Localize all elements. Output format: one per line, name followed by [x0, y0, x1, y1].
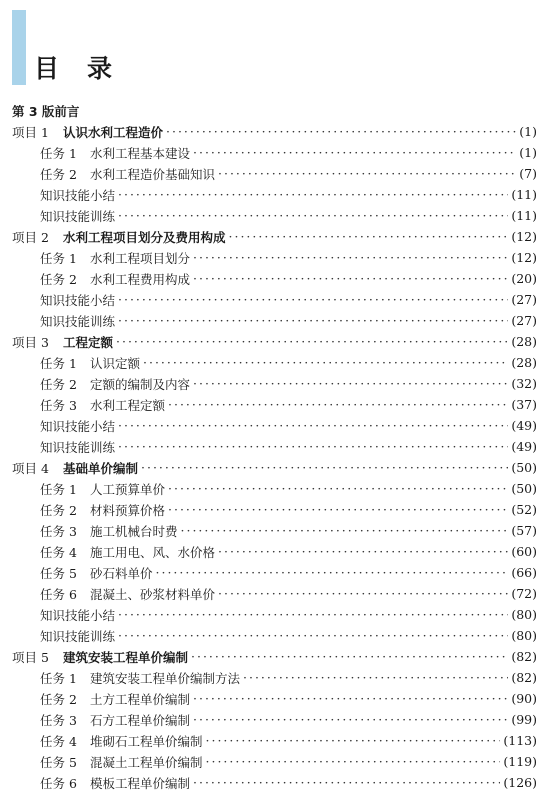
toc-entry-title: 认识水利工程造价	[63, 124, 164, 140]
toc-page-number: (37)	[511, 397, 537, 412]
toc-page-number: (60)	[511, 544, 537, 559]
toc-entry-title: 认识定额	[90, 355, 141, 371]
toc-entry-title: 知识技能小结	[40, 187, 116, 203]
toc-entry-number: 任务 2	[40, 502, 77, 518]
toc-project-entry[interactable]	[0, 121, 549, 142]
toc-page-number: (12)	[511, 229, 537, 244]
toc-entry-title: 模板工程单价编制	[90, 775, 191, 791]
toc-entry-title: 知识技能训练	[40, 439, 116, 455]
dot-leader	[141, 460, 508, 473]
toc-entry-title: 水利工程定额	[90, 397, 166, 413]
dot-leader	[193, 712, 508, 725]
toc-task-entry[interactable]	[0, 373, 549, 394]
toc-entry-title: 知识技能训练	[40, 208, 116, 224]
toc-entry-number: 任务 1	[40, 145, 77, 161]
toc-task-entry[interactable]	[0, 772, 549, 793]
toc-entry-number: 任务 6	[40, 586, 77, 602]
toc-entry-title: 工程定额	[63, 334, 114, 350]
dot-leader	[243, 670, 508, 683]
dot-leader	[118, 607, 508, 620]
toc-entry-number: 项目 5	[12, 649, 49, 665]
toc-entry-title: 水利工程造价基础知识	[90, 166, 216, 182]
toc-entry-number: 项目 3	[12, 334, 49, 350]
toc-task-entry[interactable]	[0, 751, 549, 772]
toc-task-entry[interactable]	[0, 415, 549, 436]
toc-task-entry[interactable]	[0, 163, 549, 184]
dot-leader	[118, 628, 508, 641]
toc-entry-title: 砂石料单价	[90, 565, 153, 581]
toc-page-number: (12)	[511, 250, 537, 265]
dot-leader	[168, 397, 508, 410]
toc-task-entry[interactable]	[0, 205, 549, 226]
dot-leader	[193, 376, 508, 389]
toc-entry-title: 基础单价编制	[63, 460, 139, 476]
title-char-1: 目	[34, 54, 62, 83]
toc-task-entry[interactable]	[0, 709, 549, 730]
dot-leader	[118, 292, 508, 305]
dot-leader	[118, 418, 508, 431]
toc-entry-title: 知识技能小结	[40, 607, 116, 623]
toc-page-number: (126)	[503, 775, 537, 790]
toc-page-number: (57)	[511, 523, 537, 538]
toc-entry-number: 任务 2	[40, 166, 77, 182]
dot-leader	[193, 145, 516, 158]
toc-entry-title: 建筑安装工程单价编制	[63, 649, 189, 665]
toc-entry-number: 任务 1	[40, 250, 77, 266]
toc-task-entry[interactable]	[0, 730, 549, 751]
toc-task-entry[interactable]	[0, 499, 549, 520]
dot-leader	[193, 775, 500, 788]
toc-entry-title: 建筑安装工程单价编制方法	[90, 670, 241, 686]
toc-page-number: (99)	[511, 712, 537, 727]
toc-entry-number: 任务 6	[40, 775, 77, 791]
dot-leader	[193, 691, 508, 704]
toc-page-number: (11)	[511, 187, 537, 202]
toc-entry-title: 知识技能小结	[40, 418, 116, 434]
dot-leader	[118, 439, 508, 452]
dot-leader	[116, 334, 508, 347]
toc-entry-number: 任务 1	[40, 670, 77, 686]
toc-entry-number: 任务 4	[40, 544, 77, 560]
toc-entry-title: 混凝土工程单价编制	[90, 754, 203, 770]
toc-project-entry[interactable]	[0, 226, 549, 247]
toc-task-entry[interactable]	[0, 289, 549, 310]
toc-entry-title: 施工机械台时费	[90, 523, 178, 539]
toc-page-number: (7)	[519, 166, 537, 181]
toc-entry-title: 堆砌石工程单价编制	[90, 733, 203, 749]
dot-leader	[218, 586, 508, 599]
toc-project-entry[interactable]	[0, 457, 549, 478]
toc-task-entry[interactable]	[0, 478, 549, 499]
toc-page-number: (90)	[511, 691, 537, 706]
toc-page-number: (113)	[503, 733, 537, 748]
toc-entry-title: 石方工程单价编制	[90, 712, 191, 728]
toc-page-number: (11)	[511, 208, 537, 223]
dot-leader	[118, 187, 508, 200]
dot-leader	[206, 754, 501, 767]
toc-entry-title: 水利工程费用构成	[90, 271, 191, 287]
toc-task-entry[interactable]	[0, 142, 549, 163]
toc-page-number: (82)	[511, 649, 537, 664]
toc-entry-title: 混凝土、砂浆材料单价	[90, 586, 216, 602]
toc-entry-title: 知识技能小结	[40, 292, 116, 308]
toc-entry-title: 土方工程单价编制	[90, 691, 191, 707]
dot-leader	[193, 271, 508, 284]
toc-task-entry[interactable]	[0, 436, 549, 457]
toc-page-number: (28)	[511, 334, 537, 349]
toc-entry-number: 任务 1	[40, 355, 77, 371]
toc-task-entry[interactable]	[0, 604, 549, 625]
toc-page-number: (80)	[511, 628, 537, 643]
toc-page-number: (32)	[511, 376, 537, 391]
title-accent-bar	[12, 10, 26, 85]
dot-leader	[218, 544, 508, 557]
toc-task-entry[interactable]	[0, 541, 549, 562]
toc-entry-title: 水利工程项目划分及费用构成	[63, 229, 226, 245]
toc-page-number: (1)	[519, 124, 537, 139]
dot-leader	[181, 523, 509, 536]
title-char-2: 录	[87, 54, 115, 83]
dot-leader	[206, 733, 501, 746]
dot-leader	[191, 649, 508, 662]
toc-entry-title: 施工用电、风、水价格	[90, 544, 216, 560]
dot-leader	[168, 502, 508, 515]
toc-page-number: (27)	[511, 313, 537, 328]
toc-page-number: (80)	[511, 607, 537, 622]
dot-leader	[118, 208, 508, 221]
toc-entry-title: 知识技能训练	[40, 313, 116, 329]
toc-task-entry[interactable]	[0, 268, 549, 289]
toc-page-number: (82)	[511, 670, 537, 685]
toc-page-number: (52)	[511, 502, 537, 517]
toc-page-number: (66)	[511, 565, 537, 580]
toc-entry-number: 任务 5	[40, 565, 77, 581]
toc-entry-number: 任务 1	[40, 481, 77, 497]
dot-leader	[118, 313, 508, 326]
toc-entry-number: 任务 2	[40, 376, 77, 392]
toc-entry-title: 人工预算单价	[90, 481, 166, 497]
toc-entry-number: 任务 2	[40, 691, 77, 707]
toc-page-number: (50)	[511, 460, 537, 475]
toc-task-entry[interactable]	[0, 247, 549, 268]
toc-task-entry[interactable]	[0, 352, 549, 373]
toc-task-entry[interactable]	[0, 625, 549, 646]
toc-entry-number: 任务 2	[40, 271, 77, 287]
toc-page-number: (28)	[511, 355, 537, 370]
toc-page-number: (27)	[511, 292, 537, 307]
toc-task-entry[interactable]	[0, 394, 549, 415]
toc-page-number: (50)	[511, 481, 537, 496]
toc-entry-title: 定额的编制及内容	[90, 376, 191, 392]
dot-leader	[156, 565, 509, 578]
toc-preface-entry[interactable]: 第 3 版前言	[12, 104, 80, 119]
toc-task-entry[interactable]	[0, 184, 549, 205]
toc-entry-number: 任务 3	[40, 712, 77, 728]
toc-task-entry[interactable]	[0, 520, 549, 541]
toc-task-entry[interactable]	[0, 310, 549, 331]
toc-page-number: (49)	[511, 439, 537, 454]
toc-entry-number: 项目 1	[12, 124, 49, 140]
toc-page-number: (119)	[503, 754, 537, 769]
toc-entry-number: 项目 4	[12, 460, 49, 476]
toc-entry-number: 任务 5	[40, 754, 77, 770]
toc-entry-number: 任务 3	[40, 523, 77, 539]
toc-page-number: (1)	[519, 145, 537, 160]
dot-leader	[218, 166, 516, 179]
toc-entry-title: 水利工程项目划分	[90, 250, 191, 266]
toc-project-entry[interactable]	[0, 331, 549, 352]
table-of-contents	[0, 121, 549, 793]
toc-page-number: (49)	[511, 418, 537, 433]
toc-entry-title: 知识技能训练	[40, 628, 116, 644]
toc-task-entry[interactable]	[0, 583, 549, 604]
toc-task-entry[interactable]	[0, 667, 549, 688]
toc-entry-number: 任务 3	[40, 397, 77, 413]
dot-leader	[166, 124, 516, 137]
toc-project-entry[interactable]	[0, 646, 549, 667]
toc-task-entry[interactable]	[0, 562, 549, 583]
dot-leader	[143, 355, 508, 368]
toc-entry-number: 项目 2	[12, 229, 49, 245]
dot-leader	[193, 250, 508, 263]
dot-leader	[168, 481, 508, 494]
dot-leader	[229, 229, 509, 242]
toc-entry-title: 材料预算价格	[90, 502, 166, 518]
toc-page-number: (20)	[511, 271, 537, 286]
toc-entry-title: 水利工程基本建设	[90, 145, 191, 161]
page-title	[34, 52, 114, 86]
toc-entry-number: 任务 4	[40, 733, 77, 749]
toc-page-number: (72)	[511, 586, 537, 601]
toc-task-entry[interactable]	[0, 688, 549, 709]
